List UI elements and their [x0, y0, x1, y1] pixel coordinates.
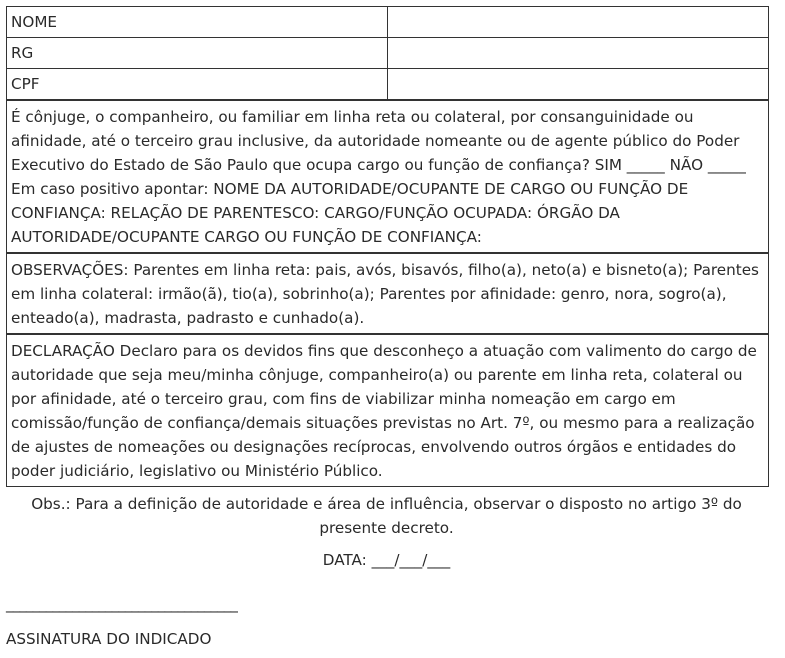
obs-note: Obs.: Para a definição de autoridade e área de influência, observar o disposto no artigo 3º do presente decreto. [31, 495, 742, 537]
signature-line: ___________________________________ [6, 595, 237, 613]
observations-text: OBSERVAÇÕES: Parentes em linha reta: pais, avós, bisavós, filho(a), neto(a) e bisneto(a); Parentes em linha colateral: irmão(ã), tio(a), sobrinho(a); Parentes por afinidade: genro, nora, sogro(a), enteado(a), madrasta, padrasto e cunhado(a). [7, 253, 769, 334]
date-line: DATA: ___/___/___ [322, 551, 451, 569]
kinship-question-text: É cônjuge, o companheiro, ou familiar em linha reta ou colateral, por consanguinidade ou afinidade, até o terceiro grau inclusive, da autoridade nomeante ou de agente público do Poder Executivo do Estado de São Paulo que ocupa cargo ou função de confiança? SIM _____ NÃO _____ Em caso positivo apontar: NOME DA AUTORIDADE/OCUPANTE DE CARGO OU FUNÇÃO DE CONFIANÇA: RELAÇÃO DE PARENTESCO: CARGO/FUNÇÃO OCUPADA: ÓRGÃO DA AUTORIDADE/OCUPANTE CARGO OU FUNÇÃO DE CONFIANÇA: [7, 100, 769, 253]
field-value-nome[interactable] [388, 7, 769, 38]
declaration-text: DECLARAÇÃO Declaro para os devidos fins que desconheço a atuação com valimento do cargo de autoridade que seja meu/minha cônjuge, companheiro(a) ou parente em linha reta, colateral ou por afinidade, até o terceiro grau, com fins de viabilizar minha nomeação em cargo em comissão/função de confiança/demais situações previstas no Art. 7º, ou mesmo para a realização de ajustes de nomeações ou designações recíprocas, envolvendo outros órgãos e entidades do poder judiciário, legislativo ou Ministério Público. [7, 334, 769, 487]
field-label-nome: NOME [7, 7, 388, 38]
form-row-observations [7, 253, 769, 334]
form-row-declaration [7, 334, 769, 487]
form-row-kinship [7, 100, 769, 253]
field-label-rg: RG [7, 38, 388, 69]
field-value-rg[interactable] [388, 38, 769, 69]
field-label-cpf: CPF [7, 69, 388, 101]
form-row-rg [7, 38, 769, 69]
form-row-nome [7, 7, 769, 38]
declaration-form-table [6, 6, 769, 487]
field-value-cpf[interactable] [388, 69, 769, 101]
form-row-cpf [7, 69, 769, 101]
signature-label: ASSINATURA DO INDICADO [6, 630, 212, 648]
